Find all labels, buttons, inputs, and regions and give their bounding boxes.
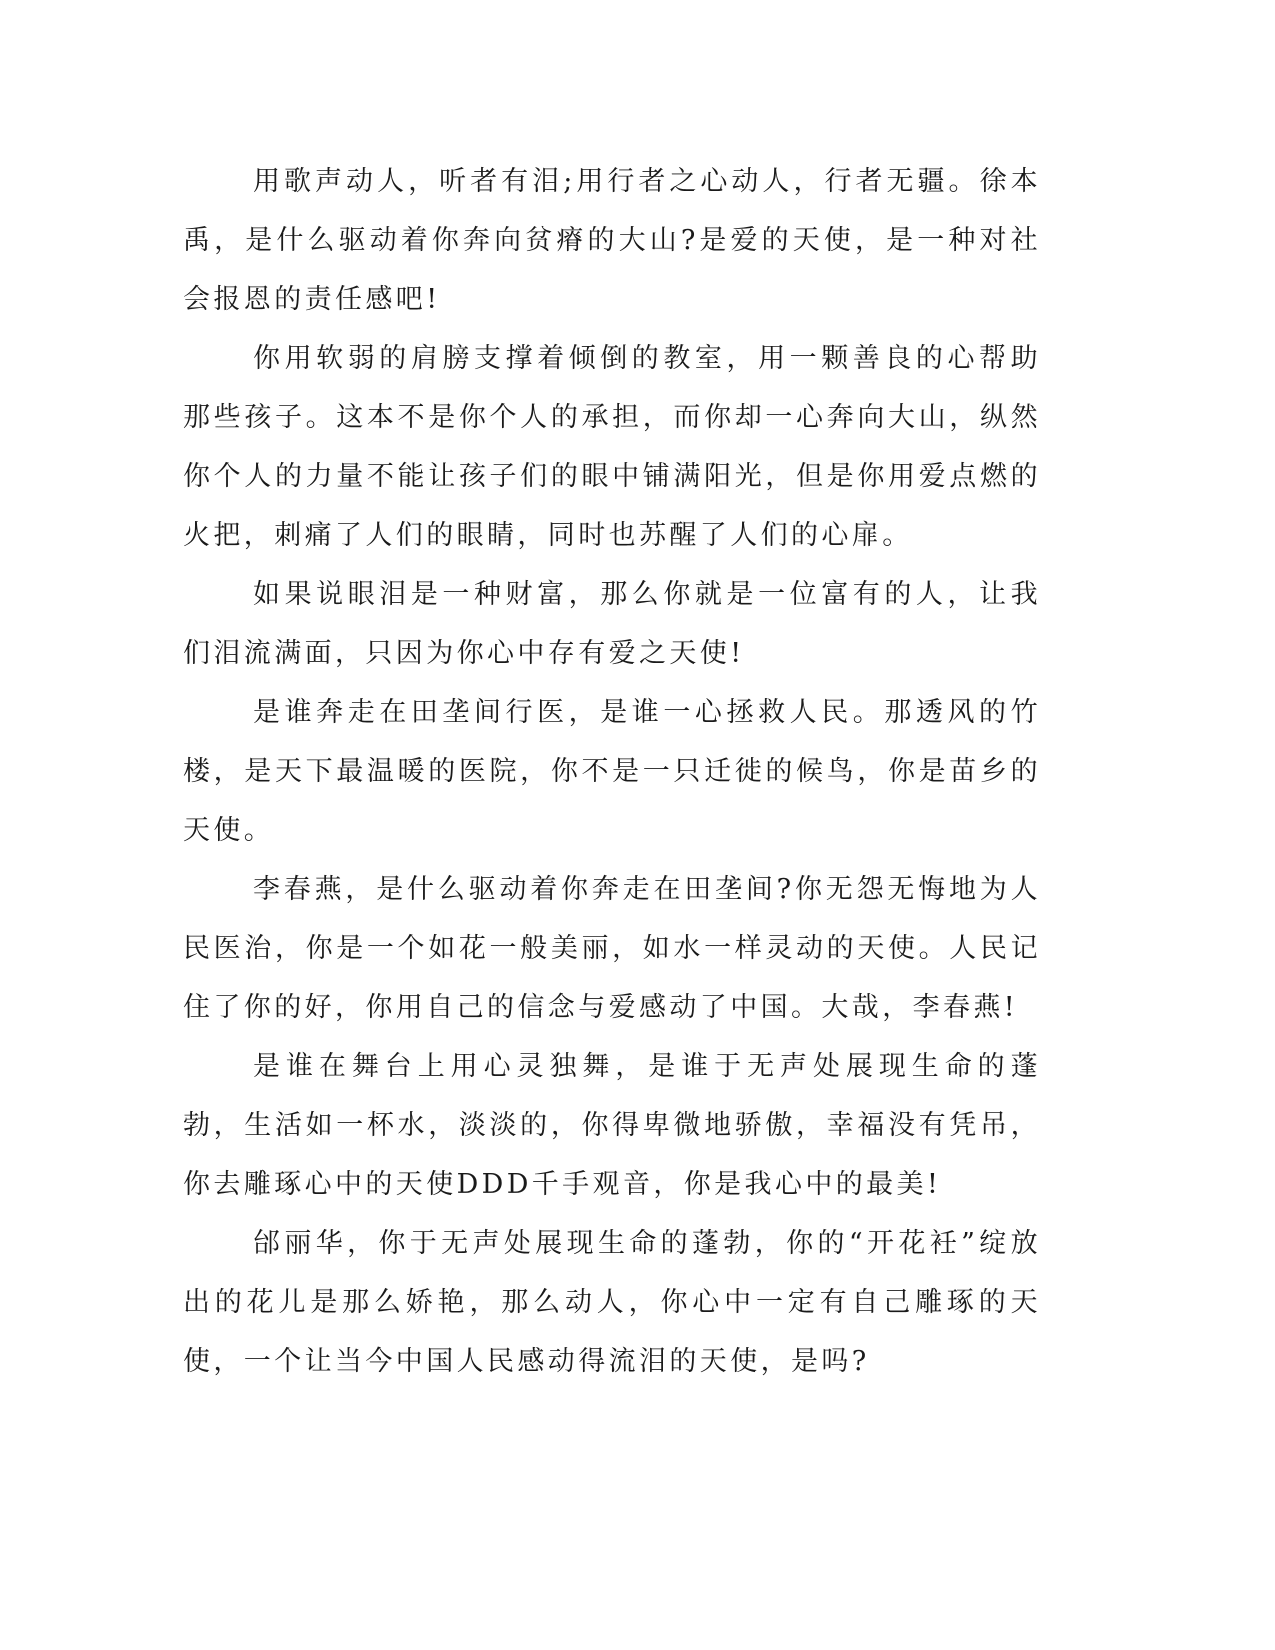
document-body — [183, 152, 1041, 1391]
paragraph: 邰丽华，你于无声处展现生命的蓬勃，你的“开花衽”绽放出的花儿是那么娇艳，那么动人，你心中一定有自己雕琢的天使，一个让当今中国人民感动得流泪的天使，是吗? — [183, 1228, 1041, 1377]
paragraph: 是谁在舞台上用心灵独舞，是谁于无声处展现生命的蓬勃，生活如一杯水，淡淡的，你得卑微地骄傲，幸福没有凭吊，你去雕琢心中的天使DDD千手观音，你是我心中的最美! — [183, 1051, 1041, 1200]
paragraph: 你用软弱的肩膀支撑着倾倒的教室，用一颗善良的心帮助那些孩子。这本不是你个人的承担，而你却一心奔向大山，纵然你个人的力量不能让孩子们的眼中铺满阳光，但是你用爱点燃的火把，刺痛了人们的眼睛，同时也苏醒了人们的心扉。 — [183, 343, 1041, 551]
paragraph: 是谁奔走在田垄间行医，是谁一心拯救人民。那透风的竹楼，是天下最温暖的医院，你不是一只迁徙的候鸟，你是苗乡的天使。 — [183, 697, 1041, 846]
paragraph: 用歌声动人，听者有泪;用行者之心动人，行者无疆。徐本禹，是什么驱动着你奔向贫瘠的大山?是爱的天使，是一种对社会报恩的责任感吧! — [183, 166, 1041, 315]
paragraph: 如果说眼泪是一种财富，那么你就是一位富有的人，让我们泪流满面，只因为你心中存有爱之天使! — [183, 579, 1041, 669]
paragraph: 李春燕，是什么驱动着你奔走在田垄间?你无怨无悔地为人民医治，你是一个如花一般美丽，如水一样灵动的天使。人民记住了你的好，你用自己的信念与爱感动了中国。大哉，李春燕! — [183, 874, 1041, 1023]
